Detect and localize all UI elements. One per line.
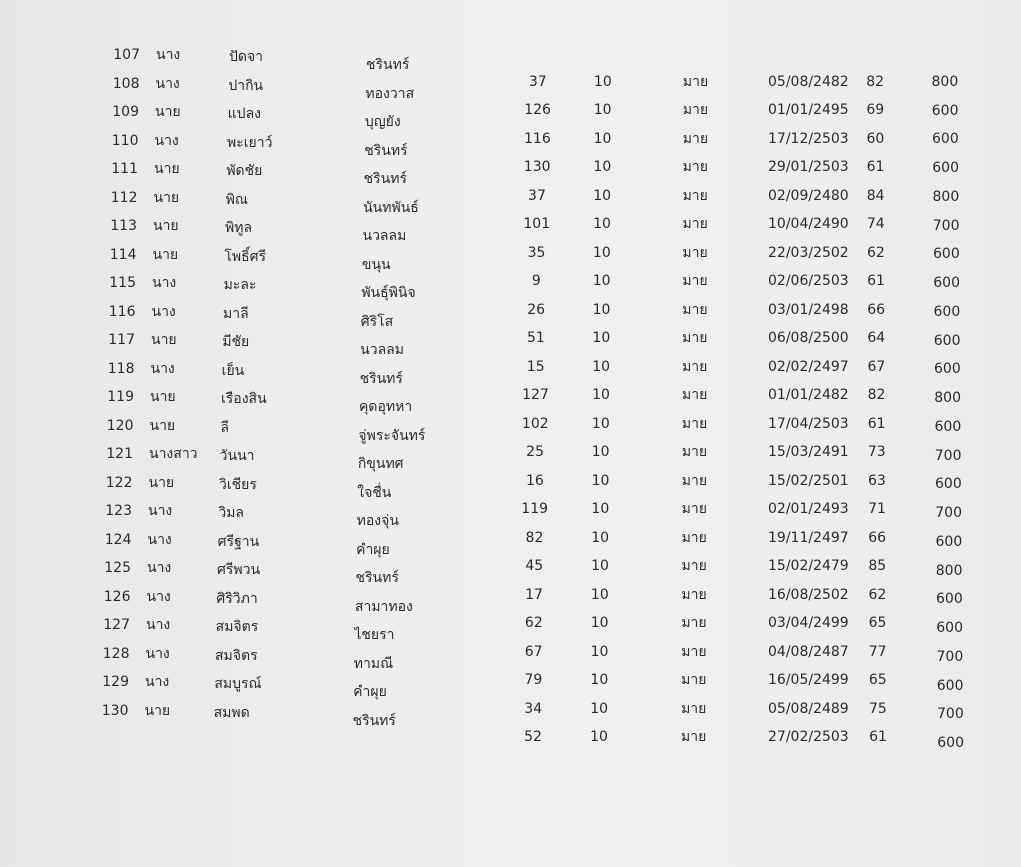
age: 66 [868,529,887,546]
allowance-amount: 600 [935,533,963,550]
allowance-amount: 600 [937,735,964,751]
age: 60 [866,130,885,147]
house-number: 16 [525,472,544,489]
status: มาย [682,330,708,346]
allowance-amount: 600 [934,418,962,435]
village-number: 10 [592,301,611,318]
first-name: ปัดจา [229,49,264,65]
village-number: 10 [593,102,612,118]
house-number: 26 [527,301,546,318]
last-name: ทองวาส [365,85,415,102]
last-name: จู่พระจันทร์ [358,427,426,444]
first-name: ศิริวิภา [216,590,258,607]
title-prefix: นาง [156,47,181,63]
birth-date: 15/02/2479 [768,558,849,574]
village-number: 10 [593,130,612,147]
status: มาย [682,358,708,375]
status: มาย [682,387,708,403]
title-prefix: นาย [154,161,180,177]
table-row [0,700,1021,729]
row-number: 121 [106,446,133,462]
house-number: 52 [524,729,542,745]
birth-date: 22/03/2502 [768,244,849,261]
birth-date: 02/01/2493 [768,501,849,517]
table-row [0,472,1021,501]
title-prefix: นาง [150,360,175,377]
table-row [0,586,1021,615]
village-number: 10 [592,273,611,289]
row-number: 117 [108,332,135,348]
house-number: 15 [526,358,545,375]
title-prefix: นางสาว [149,446,198,462]
first-name: สมจิตร [215,619,259,635]
allowance-amount: 800 [932,188,960,205]
first-name: มาลี [223,305,249,322]
house-number: 130 [523,159,551,175]
last-name: ชรินทร์ [364,142,408,159]
birth-date: 04/08/2487 [768,643,849,660]
first-name: วิเชียร [219,476,257,493]
last-name: ศิริโส [360,313,394,330]
table-row [0,45,1021,73]
row-number: 114 [109,246,137,263]
village-number: 10 [591,501,610,517]
table-row [0,244,1021,273]
allowance-amount: 700 [937,706,964,723]
birth-date: 16/05/2499 [768,672,849,688]
status: มาย [682,216,708,232]
status: มาย [681,672,707,688]
status: มาย [681,615,707,631]
house-number: 37 [528,187,546,204]
last-name: กิขุนทศ [357,456,404,472]
village-number: 10 [590,615,609,631]
table-row [0,529,1021,558]
age: 61 [867,273,885,289]
first-name: วันนา [219,448,255,464]
row-number: 116 [108,303,136,320]
allowance-amount: 700 [936,648,964,665]
house-number: 51 [526,330,545,346]
last-name: ทองจุ่น [356,513,399,529]
status: มาย [681,415,708,432]
village-number: 10 [593,73,612,90]
last-name: ใจชื่น [357,484,392,501]
allowance-amount: 600 [932,160,959,176]
birth-date: 02/02/2497 [768,358,849,375]
allowance-amount: 800 [931,73,959,90]
table-row [0,301,1021,330]
house-number: 35 [527,244,546,261]
status: มาย [682,159,708,175]
table-row [0,187,1021,216]
title-prefix: นาย [149,417,176,434]
village-number: 10 [592,330,611,346]
row-number: 127 [103,617,130,633]
last-name: ขนุน [361,256,391,273]
last-name: บุญยัง [364,114,401,130]
row-number: 115 [109,275,136,291]
village-number: 10 [590,700,609,717]
title-prefix: นาง [148,503,173,519]
age: 61 [869,729,887,745]
age: 82 [866,73,885,90]
village-number: 10 [590,672,609,688]
row-number: 119 [107,389,134,405]
allowance-amount: 600 [933,275,960,291]
village-number: 10 [592,387,610,403]
first-name: สมบูรณ์ [214,676,262,692]
title-prefix: นาย [144,702,171,719]
age: 73 [867,444,886,460]
house-number: 25 [526,444,544,460]
table-row [0,102,1021,130]
village-number: 10 [590,729,608,745]
birth-date: 01/01/2482 [768,387,849,403]
village-number: 10 [591,415,610,432]
title-prefix: นาง [146,617,171,633]
table-row [0,643,1021,672]
house-number: 62 [524,615,543,631]
allowance-amount: 600 [936,677,964,694]
title-prefix: นาย [152,246,179,263]
first-name: พะเยาว์ [227,134,273,151]
title-prefix: นาง [154,132,179,149]
house-number: 82 [525,529,544,546]
first-name: เรืองสิน [221,391,267,407]
birth-date: 03/01/2498 [768,301,849,318]
allowance-amount: 700 [932,217,960,234]
birth-date: 27/02/2503 [768,729,849,745]
age: 82 [867,387,886,403]
village-number: 10 [593,216,611,232]
status: มาย [681,444,708,460]
first-name: วิมล [218,505,244,521]
birth-date: 17/04/2503 [768,415,849,432]
title-prefix: นาย [148,474,175,491]
age: 69 [866,102,885,118]
status: มาย [682,102,709,118]
row-number: 109 [112,104,139,120]
first-name: มีชัย [222,334,250,350]
status: มาย [681,729,707,745]
first-name: ศรีพวน [217,562,261,578]
table-row [0,729,1021,753]
last-name: นวลลม [360,342,404,358]
village-number: 10 [591,529,610,546]
allowance-amount: 600 [933,332,961,349]
birth-date: 15/03/2491 [768,444,849,460]
row-number: 108 [112,75,140,92]
house-number: 37 [528,73,547,90]
title-prefix: นาง [145,674,170,690]
row-number: 128 [102,645,130,662]
table-row [0,672,1021,700]
first-name: ศรีฐาน [217,533,260,550]
status: มาย [681,643,707,660]
house-number: 126 [524,102,551,118]
status: มาย [681,529,707,546]
age: 61 [867,415,886,432]
status: มาย [682,130,709,147]
age: 63 [867,472,886,489]
title-prefix: นาง [151,303,176,320]
birth-date: 02/09/2480 [768,187,849,204]
row-number: 126 [103,588,131,605]
row-number: 122 [105,474,133,491]
birth-date: 17/12/2503 [768,130,849,147]
age: 64 [867,330,886,346]
first-name: สมจิตร [215,647,258,664]
status: มาย [682,301,708,318]
house-number: 17 [525,586,543,603]
first-name: โพธิ์ศรี [224,248,267,265]
first-name: พิทูล [225,220,253,236]
title-prefix: นาง [147,560,172,576]
last-name: นวลลม [362,228,407,244]
village-number: 10 [591,472,610,489]
status: มาย [681,700,707,717]
title-prefix: นาง [147,531,172,548]
row-number: 120 [106,417,134,434]
age: 61 [866,159,885,175]
birth-date: 19/11/2497 [768,529,849,546]
last-name: ชรินทร์ [352,712,396,729]
last-name: สามาทอง [354,598,413,615]
age: 75 [868,700,887,717]
village-number: 10 [592,244,611,261]
birth-date: 16/08/2502 [768,586,849,603]
table-row [0,444,1021,472]
village-number: 10 [590,643,609,660]
house-number: 67 [524,643,543,660]
last-name: คุดอุทหา [359,399,413,415]
row-number: 124 [104,531,132,548]
title-prefix: นาง [155,75,180,92]
title-prefix: นาย [150,389,176,405]
title-prefix: นาย [153,218,179,234]
village-number: 10 [590,586,609,603]
allowance-amount: 600 [933,246,960,263]
allowance-amount: 700 [935,505,962,521]
house-number: 101 [523,216,551,232]
first-name: มะละ [223,277,257,293]
status: มาย [682,73,709,90]
last-name: ทามณี [353,655,394,672]
birth-date: 10/04/2490 [768,216,849,232]
title-prefix: นาง [146,588,171,605]
allowance-amount: 600 [932,131,959,148]
last-name: ชรินทร์ [359,370,403,387]
title-prefix: นาย [151,332,177,348]
allowance-amount: 800 [935,562,963,579]
title-prefix: นาย [153,189,180,206]
status: มาย [681,501,707,517]
row-number: 107 [113,47,140,63]
age: 62 [868,586,887,603]
first-name: พิณ [225,191,248,208]
house-number: 127 [522,387,549,403]
title-prefix: นาย [155,104,181,120]
age: 71 [868,501,886,517]
table-row [0,73,1021,102]
birth-date: 05/08/2482 [768,73,849,90]
allowance-amount: 800 [934,390,961,406]
first-name: ลี [220,419,229,436]
last-name: คำผุย [353,684,387,700]
table-row [0,273,1021,301]
last-name: นันทพันธ์ [363,199,419,216]
row-number: 113 [110,218,137,234]
table-row [0,387,1021,415]
status: มาย [682,187,708,204]
table-row [0,501,1021,529]
status: มาย [681,472,708,489]
row-number: 112 [110,189,138,206]
allowance-amount: 600 [933,303,961,320]
row-number: 123 [105,503,132,519]
row-number: 118 [107,360,135,377]
allowance-amount: 600 [936,620,963,636]
birth-date: 29/01/2503 [768,159,849,175]
age: 67 [867,358,886,375]
age: 74 [866,216,885,232]
village-number: 10 [591,444,610,460]
first-name: แปลง [227,106,261,122]
age: 65 [868,615,887,631]
village-number: 10 [591,558,609,574]
row-number: 130 [101,702,129,719]
age: 77 [868,643,887,660]
age: 85 [868,558,887,574]
status: มาย [681,558,707,574]
house-number: 116 [524,130,551,147]
allowance-amount: 700 [934,447,962,464]
status: มาย [682,273,708,289]
allowance-amount: 600 [934,361,961,378]
village-number: 10 [592,358,611,375]
birth-date: 05/08/2489 [768,700,849,717]
last-name: พันธุ์พินิจ [361,285,416,301]
birth-date: 02/06/2503 [768,273,849,289]
title-prefix: นาง [152,275,177,291]
house-number: 102 [521,415,549,432]
allowance-amount: 600 [935,476,962,493]
house-number: 119 [521,501,549,517]
row-number: 110 [111,132,139,149]
age: 62 [866,244,885,261]
first-name: พัดชัย [226,163,263,179]
status: มาย [682,244,708,261]
title-prefix: นาง [145,645,170,662]
first-name: เย็น [221,362,245,379]
house-number: 34 [524,700,543,717]
table-row [0,130,1021,159]
age: 84 [866,187,885,204]
birth-date: 03/04/2499 [768,615,849,631]
status: มาย [681,586,707,603]
allowance-amount: 600 [936,591,963,608]
house-number: 45 [525,558,544,574]
table-row [0,615,1021,643]
village-number: 10 [593,187,612,204]
age: 65 [868,672,887,688]
table-row [0,216,1021,244]
last-name: ไชยรา [354,627,395,643]
birth-date: 06/08/2500 [768,330,849,346]
last-name: ชรินทร์ [366,57,410,73]
village-number: 10 [593,159,612,175]
table-row [0,159,1021,187]
table-row [0,558,1021,586]
table-row [0,330,1021,358]
birth-date: 01/01/2495 [768,102,849,118]
table-row [0,358,1021,387]
birth-date: 15/02/2501 [768,472,849,489]
first-name: สมพด [213,704,250,721]
last-name: คำผุย [356,541,390,558]
house-number: 79 [524,672,543,688]
house-number: 9 [531,273,541,289]
table-row [0,415,1021,444]
last-name: ชรินทร์ [355,570,399,586]
row-number: 125 [104,560,131,576]
age: 66 [867,301,886,318]
allowance-amount: 600 [931,102,959,119]
row-number: 129 [102,674,129,690]
last-name: ชรินทร์ [363,171,407,187]
first-name: ปากิน [228,77,264,94]
row-number: 111 [111,161,138,177]
